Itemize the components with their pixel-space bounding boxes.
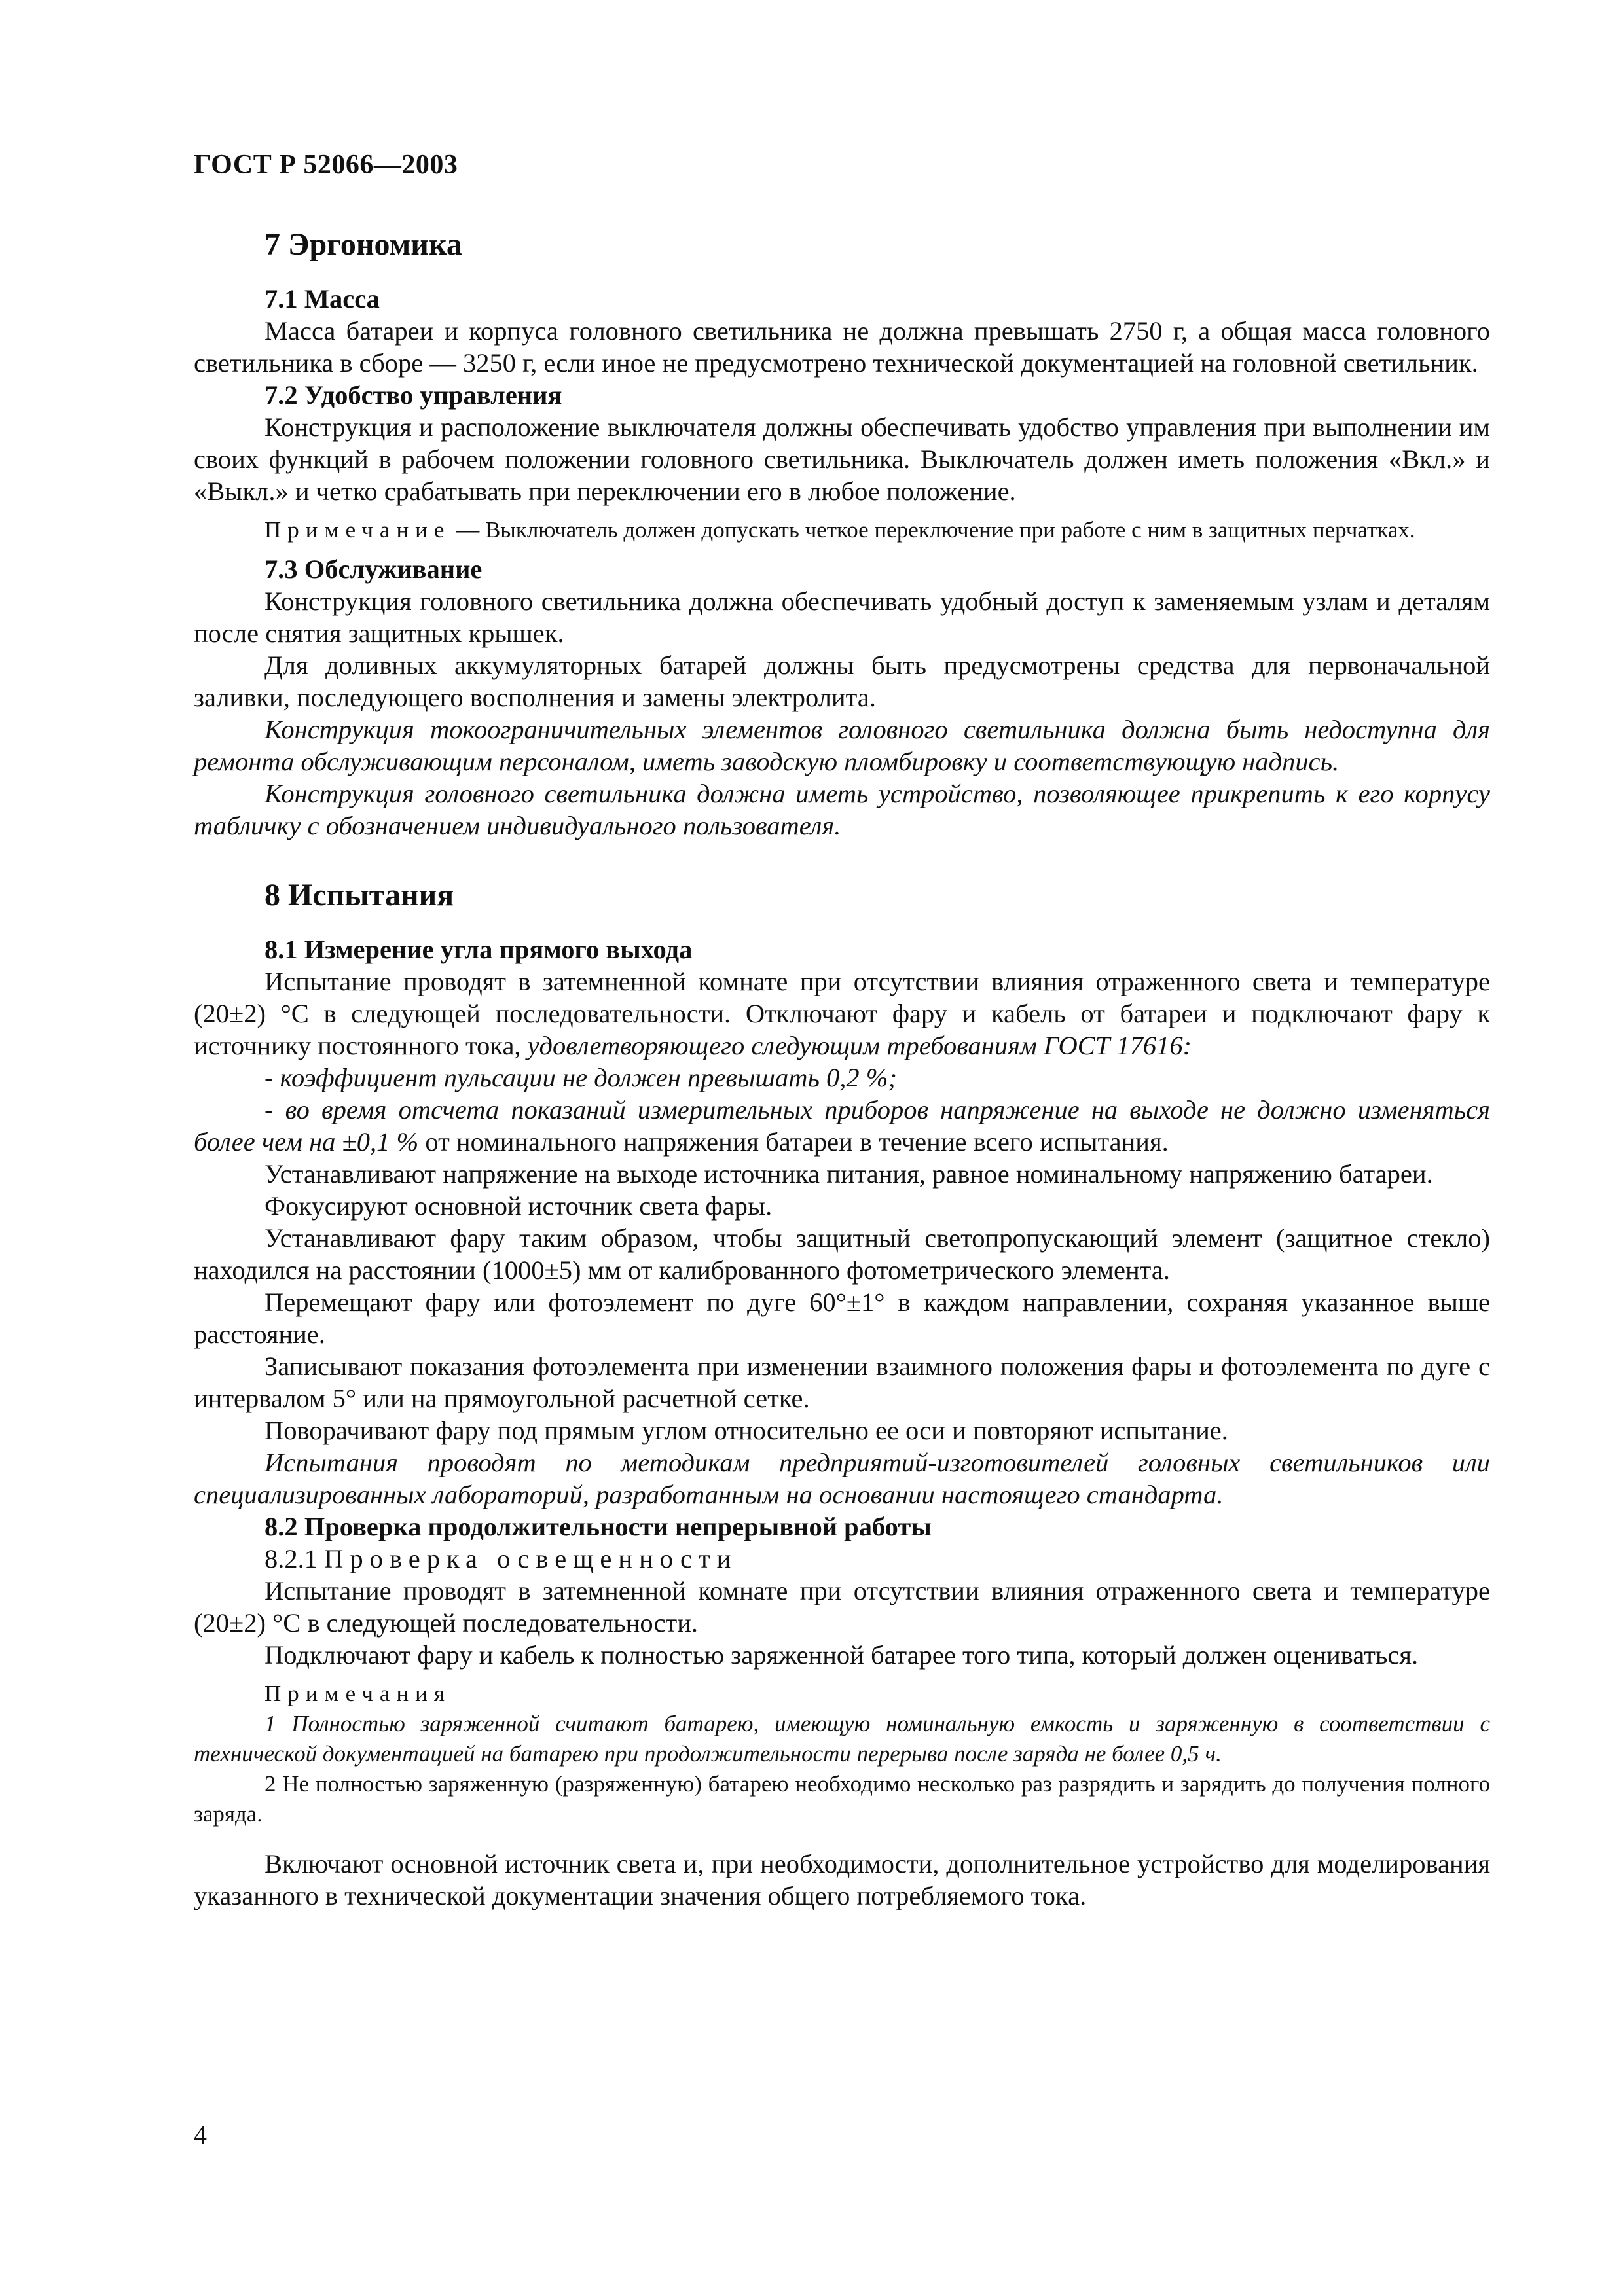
- requirement-item-2-text: от номинального напряжения батареи в течение всего испытания.: [418, 1127, 1169, 1157]
- subsection-number: 8.2.1: [264, 1544, 318, 1573]
- notes-title: Примечания: [264, 1681, 452, 1706]
- section-7-3-paragraph-1: Конструкция головного светильника должна обеспечивать удобный доступ к заменяемым узлам и деталям после снятия защитных крышек.: [194, 586, 1490, 648]
- section-8-1-paragraph-8: Испытания проводят по методикам предприятий-изготовителей головных светильников или специализированных лабораторий, разработанным на основании настоящего стандарта.: [194, 1448, 1490, 1509]
- section-8-1-paragraph-2: Устанавливают напряжение на выходе источника питания, равное номинальному напряжению батареи.: [264, 1159, 1433, 1189]
- section-8-title: 8 Испытания: [264, 878, 454, 912]
- section-8-1-paragraph-6: Записывают показания фотоэлемента при изменении взаимного положения фары и фотоэлемента по дуге с интервалом 5° или на прямоугольной расчетной сетке.: [194, 1352, 1490, 1413]
- section-8-2-1-paragraph-1: Испытание проводят в затемненной комнате при отсутствии влияния отраженного света и температуре (20±2) °С в следующей последовательности.: [194, 1576, 1490, 1638]
- subsection-title: Проверка освещенности: [324, 1544, 738, 1573]
- requirement-item-2-italic: - во время отсчета показаний измерительных приборов напряжение на выходе не должно изменяться более чем на ±0,1 %: [194, 1095, 1490, 1157]
- section-7-2-paragraph: Конструкция и расположение выключателя должны обеспечивать удобство управления при выполнении им своих функций в рабочем положении головного светильника. Выключатель должен иметь положения «Вкл.» и «Выкл.» и четко срабатывать при переключении его в любое положение.: [194, 412, 1490, 506]
- section-7-1-heading: 7.1 Масса: [264, 284, 380, 314]
- paragraph-text-italic: удовлетворяющего следующим требованиям ГОСТ 17616:: [527, 1031, 1192, 1060]
- paragraph-text: Испытание проводят в затемненной комнате при отсутствии влияния отраженного света и температуре (20±2) °С в следующей последовательности. Отключают фару и кабель от батареи и подключают фару к источнику постоянного тока,: [194, 967, 1490, 1060]
- section-7-2-note: [194, 515, 1490, 545]
- section-7-3-heading: 7.3 Обслуживание: [264, 554, 483, 584]
- section-8-1-paragraph-3: Фокусируют основной источник света фары.: [264, 1191, 773, 1221]
- page-content: [194, 225, 1490, 1912]
- section-8-1-paragraph-1: [194, 965, 1490, 1062]
- note-text: — Выключатель должен допускать четкое переключение при работе с ним в защитных перчатках.: [450, 517, 1415, 543]
- section-8-1-heading: 8.1 Измерение угла прямого выхода: [264, 935, 693, 964]
- section-8-2-heading: 8.2 Проверка продолжительности непрерывной работы: [264, 1512, 932, 1541]
- section-7-3-paragraph-4: Конструкция головного светильника должна иметь устройство, позволяющее прикрепить к его корпусу табличку с обозначением индивидуального пользователя.: [194, 779, 1490, 840]
- requirement-item-1: - коэффициент пульсации не должен превышать 0,2 %;: [264, 1063, 898, 1092]
- note-2: 2 Не полностью заряженную (разряженную) батарею необходимо несколько раз разрядить и зарядить до получения полного заряда.: [194, 1771, 1490, 1827]
- section-7-1-paragraph: Масса батареи и корпуса головного светильника не должна превышать 2750 г, а общая масса головного светильника в сборе — 3250 г, если иное не предусмотрено технической документацией на головной светильник.: [194, 316, 1490, 378]
- section-7-3-paragraph-3: Конструкция токоограничительных элементов головного светильника должна быть недоступна для ремонта обслуживающим персоналом, иметь заводскую пломбировку и соответствующую надпись.: [194, 715, 1490, 776]
- section-7-3-paragraph-2: Для доливных аккумуляторных батарей должны быть предусмотрены средства для первоначальной заливки, последующего восполнения и замены электролита.: [194, 651, 1490, 712]
- section-8-1-paragraph-4: Устанавливают фару таким образом, чтобы защитный светопропускающий элемент (защитное стекло) находился на расстоянии (1000±5) мм от калиброванного фотометрического элемента.: [194, 1223, 1490, 1285]
- section-7-title: 7 Эргономика: [264, 227, 462, 262]
- page-number: 4: [194, 2120, 207, 2149]
- section-8-2-1-paragraph-2: Подключают фару и кабель к полностью заряженной батарее того типа, который должен оцениваться.: [264, 1640, 1419, 1670]
- note-1: 1 Полностью заряженной считают батарею, имеющую номинальную емкость и заряженную в соответствии с технической документацией на батарею при продолжительности перерыва после заряда не более 0,5 ч.: [194, 1711, 1490, 1767]
- section-7-2-heading: 7.2 Удобство управления: [264, 380, 562, 410]
- section-8-1-paragraph-5: Перемещают фару или фотоэлемент по дуге 60°±1° в каждом направлении, сохраняя указанное выше расстояние.: [194, 1287, 1490, 1349]
- section-8-2-1-heading: [194, 1543, 1490, 1575]
- section-8-2-1-paragraph-3: Включают основной источник света и, при необходимости, дополнительное устройство для моделирования указанного в технической документации значения общего потребляемого тока.: [194, 1849, 1490, 1910]
- section-8-1-paragraph-7: Поворачивают фару под прямым углом относительно ее оси и повторяют испытание.: [264, 1416, 1228, 1445]
- note-label: Примечание: [264, 517, 451, 543]
- requirement-item-2: [194, 1094, 1490, 1158]
- document-header: ГОСТ Р 52066—2003: [194, 150, 458, 180]
